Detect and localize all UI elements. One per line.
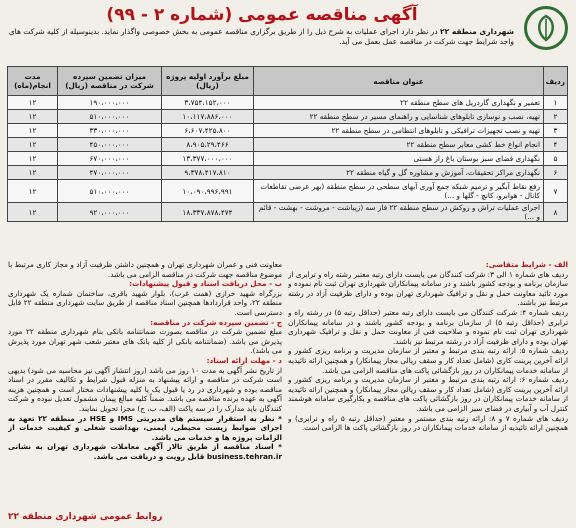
row-number: ۱	[544, 96, 568, 110]
section-heading-deposit: ج - تضمین سپرده شرکت در مناقصه:	[150, 317, 282, 327]
row-number: ۳	[544, 124, 568, 138]
section-heading-conditions: الف - شرایط متقاضی:	[485, 260, 568, 269]
condition-paragraph: ردیف های شماره ۷ و ۸: ارائه رتبه بندی مستمر و معتبر (حداقل رتبه ۵ راه و ترابری) و همچنین ارائه تائیدیه از سامانه خدمات پیمانکاران در روز بازگشائی پاکت ها الزامی است.	[288, 413, 568, 433]
row-title: رفع نقاط آبگیر و ترمیم شبکه جمع آوری آبهای سطحی در سطح منطقه (بهر عرضی تقاطعات کانال - هوابرو، کانچ - گلها و ...)	[254, 180, 544, 203]
row-deposit: ۹۲۰،۰۰۰،۰۰۰	[58, 203, 162, 222]
table-row	[8, 203, 568, 222]
condition-paragraph: ردیف های شماره ۱ الی ۳: شرکت کنندگان می بایست دارای رتبه معتبر رشته راه و ترابری از سازمان برنامه و بودجه کشور باشند و در سامانه پیمانکاران شهرداری تهران ثبت نام نموده و مورد تائید معاونت حمل و نقل و ترافیک شهرداری تهران بوده و دارای ظرفیت آزاد در رشته مرتبط نیز باشند.	[288, 269, 568, 308]
row-deposit: ۴۷۰،۰۰۰،۰۰۰	[58, 166, 162, 180]
row-title: اجرای عملیات تراش و روکش در سطح منطقه ۲۲ فاز سه (زیباشت - مروشت - بهشت - قائم و ...)	[254, 203, 544, 222]
conditions-left-column	[8, 260, 282, 522]
conditions-right-column	[288, 260, 568, 522]
column-header-estimate: مبلغ برآورد اولیه پروژه (ریال)	[162, 67, 254, 96]
website-note	[8, 442, 282, 461]
row-title: تهیه و نصب تجهیزات ترافیکی و تابلوهای انتظامی در سطح منطقه ۲۲	[254, 124, 544, 138]
notice-header	[8, 4, 516, 47]
condition-paragraph: مبلغ تضمین شرکت در مناقصه بصورت ضمانتنامه بانکی بنام شهرداری منطقه ۲۲ مورد پذیرش می باشد. (ضمانتنامه بانکی از کلیه بانک های معتبر شعب شهر تهران مورد پذیرش می باشد).	[8, 327, 282, 356]
row-deposit: ۳۳۰،۰۰۰،۰۰۰	[58, 124, 162, 138]
condition-paragraph: * نظر به استقرار سیستم های مدیریتی IMS و HSE در منطقه ۲۲ تعهد به اجرای ضوابط زیست محیطی، ایمنی، بهداشت شغلی و کیفیت خدمات از الزامات پروژه ها و خدمات می باشد.	[8, 413, 282, 442]
table-row	[8, 110, 568, 124]
row-estimate: ۱۸،۳۳۷،۸۷۸،۴۷۴	[162, 203, 254, 222]
row-duration: ۱۲	[8, 152, 58, 166]
row-number: ۵	[544, 152, 568, 166]
row-title: تعمیر و نگهداری گاردریل های سطح منطقه ۲۲	[254, 96, 544, 110]
leaf-icon	[531, 13, 561, 43]
row-estimate: ۸،۹۰۵،۲۹،۴۶۶	[162, 138, 254, 152]
table-row	[8, 166, 568, 180]
row-title: نگهداری فضای سبز بوستان باغ راز هستی	[254, 152, 544, 166]
section-heading-documents: ب - محل دریافت اسناد و قبول پیشنهادات:	[129, 279, 282, 289]
row-estimate: ۳،۷۵۴،۱۵۲،۰۰۰	[162, 96, 254, 110]
condition-paragraph: ردیف شماره ۵: ارائه رتبه بندی مرتبط و معتبر از سازمان مدیریت و برنامه ریزی کشور و ارائه آخرین پرینت کاری (شامل تعداد کار و سقف ریالی مجاز پیمانکار) و همچنین ارائه تائیدیه از سامانه خدمات پیمانکاران در روز بازگشائی پاکت های مناقصه الزامی می باشد.	[288, 346, 568, 375]
website-note-text: * اسناد مناقصه از طریق تالار آگهی معاملات شهرداری تهران به نشانی	[8, 442, 282, 452]
column-header-duration: مدت انجام(ماه)	[8, 67, 58, 96]
row-duration: ۱۲	[8, 166, 58, 180]
table-header-row	[8, 67, 568, 96]
condition-paragraph: از تاریخ نشر آگهی به مدت ۱۰ روز می باشد (روز انتشار آگهی نیز محاسبه می شود) بدیهی است شرکت در مناقصه و ارائه پیشنهاد به منزله قبول شرایط و تکالیف مقرر در اسناد مناقصه بوده و شهرداری در رد یا قبول یک یا کلیه پیشنهادات مختار است و همچنین هزینه آگهی به عهده برنده مناقصه می باشد. ضمناً کلیه مبالغ پیمان مشمول تعدیل نبوده و شرکت کنندگان باید مدارک را در سه پاکت (الف، ب، ج) مجزا تحویل نمایند.	[8, 365, 282, 413]
table-row	[8, 180, 568, 203]
notice-title: آگهی مناقصه عمومی (شماره ۲ - ۹۹)	[106, 5, 418, 25]
column-header-title: عنوان مناقصه	[254, 67, 544, 96]
row-number: ۲	[544, 110, 568, 124]
row-deposit: ۱۹۰،۰۰۰،۰۰۰	[58, 96, 162, 110]
row-title: نگهداری مراکز تحقیقات، آموزش و مشاوره گل و گیاه منطقه ۲۲	[254, 166, 544, 180]
condition-paragraph: معاونت فنی و عمران شهرداری تهران و همچنین داشتن ظرفیت آزاد و مجاز کاری مرتبط با موضوع مناقصه جهت شرکت در مناقصه الزامی می باشد.	[8, 260, 282, 279]
condition-paragraph: ردیف شماره ۴: شرکت کنندگان می بایست دارای رتبه معتبر (حداقل رتبه ۵) در رشته راه و ترابری (حداقل رتبه ۵) از سازمان برنامه و بودجه کشور باشند و در سامانه پیمانکاران شهرداری تهران ثبت نام نموده و صلاحیت فنی از معاونت حمل و نقل و ترافیک شهرداری تهران بوده و دارای ظرفیت آزاد در رشته مرتبط نیز باشند.	[288, 307, 568, 346]
tender-table	[7, 66, 568, 222]
column-header-deposit: میزان تضمین سپرده شرکت در مناقصه (ریال)	[58, 67, 162, 96]
row-number: ۸	[544, 203, 568, 222]
table-row	[8, 152, 568, 166]
conditions-section	[8, 260, 568, 522]
table-row	[8, 138, 568, 152]
intro-lead: شهرداری منطقه ۲۲	[440, 27, 514, 36]
row-number: ۶	[544, 166, 568, 180]
row-deposit: ۵۱۰،۰۰۰،۰۰۰	[58, 180, 162, 203]
row-duration: ۱۲	[8, 110, 58, 124]
municipality-logo	[524, 6, 568, 50]
row-duration: ۱۲	[8, 124, 58, 138]
row-title: انجام انواع خط کشی معابر سطح منطقه ۲۲	[254, 138, 544, 152]
row-deposit: ۶۷۰،۰۰۰،۰۰۰	[58, 152, 162, 166]
row-title: تهیه، نصب و نوسازی تابلوهای شناسایی و راهنمای مسیر در سطح منطقه ۲۲	[254, 110, 544, 124]
row-number: ۴	[544, 138, 568, 152]
row-deposit: ۴۵۰،۰۰۰،۰۰۰	[58, 138, 162, 152]
section-heading-deadline: د - مهلت ارائه اسناد:	[206, 355, 282, 365]
notice-intro	[8, 27, 516, 47]
intro-text: در نظر دارد اجرای عملیات به شرح ذیل را از طریق برگزاری مناقصه عمومی به بخش خصوصی واگذار نماید. بدینوسیله از کلیه شرکت های واجد شرایط جهت شرکت در مناقصه عمل بعمل می آید.	[8, 27, 514, 46]
row-estimate: ۱۳،۳۷۷،۰۰۰،۰۰۰	[162, 152, 254, 166]
row-estimate: ۱۰،۱۱۷،۸۸۶،۰۰۰	[162, 110, 254, 124]
row-number: ۷	[544, 180, 568, 203]
row-estimate: ۶،۶۰۷،۴۲۵،۸۰۰	[162, 124, 254, 138]
row-deposit: ۵۱۰،۰۰۰،۰۰۰	[58, 110, 162, 124]
row-duration: ۱۲	[8, 96, 58, 110]
condition-paragraph: ردیف شماره ۶: ارائه رتبه بندی مرتبط و معتبر از سازمان مدیریت و برنامه ریزی کشور و ارائه آخرین پرینت کاری (شامل تعداد کار و سقف ریالی مجاز پیمانکار) و همچنین ارائه تائیدیه از سامانه خدمات پیمانکاران در روز بازگشائی پاکت های مناقصه و بکارگیری سامانه هوشمند کنترل آب و آبیاری در فضای سبز الزامی می باشد.	[288, 375, 568, 413]
website-link[interactable]: business.tehran.ir	[206, 451, 282, 461]
table-row	[8, 96, 568, 110]
footer-signature: روابط عمومی شهرداری منطقه ۲۲	[8, 512, 163, 522]
row-duration: ۱۲	[8, 203, 58, 222]
row-estimate: ۹،۳۷۸،۴۱۷،۸۱۰	[162, 166, 254, 180]
row-estimate: ۱۰،۰۹۰،۹۹۶،۹۹۱	[162, 180, 254, 203]
row-duration: ۱۲	[8, 180, 58, 203]
column-header-no: ردیف	[544, 67, 568, 96]
row-duration: ۱۲	[8, 138, 58, 152]
condition-paragraph: بزرگراه شهید خرازی (همت غرب)، بلوار شهید باقری، ساختمان شماره یک شهرداری منطقه ۲۲، واحد قراردادها همچنین اسناد مناقصه از طریق سایت شهرداری منطقه ۲۲ قابل دسترسی است.	[8, 288, 282, 317]
table-row	[8, 124, 568, 138]
website-note-text-end: قابل رویت و دریافت می باشد.	[93, 451, 205, 461]
